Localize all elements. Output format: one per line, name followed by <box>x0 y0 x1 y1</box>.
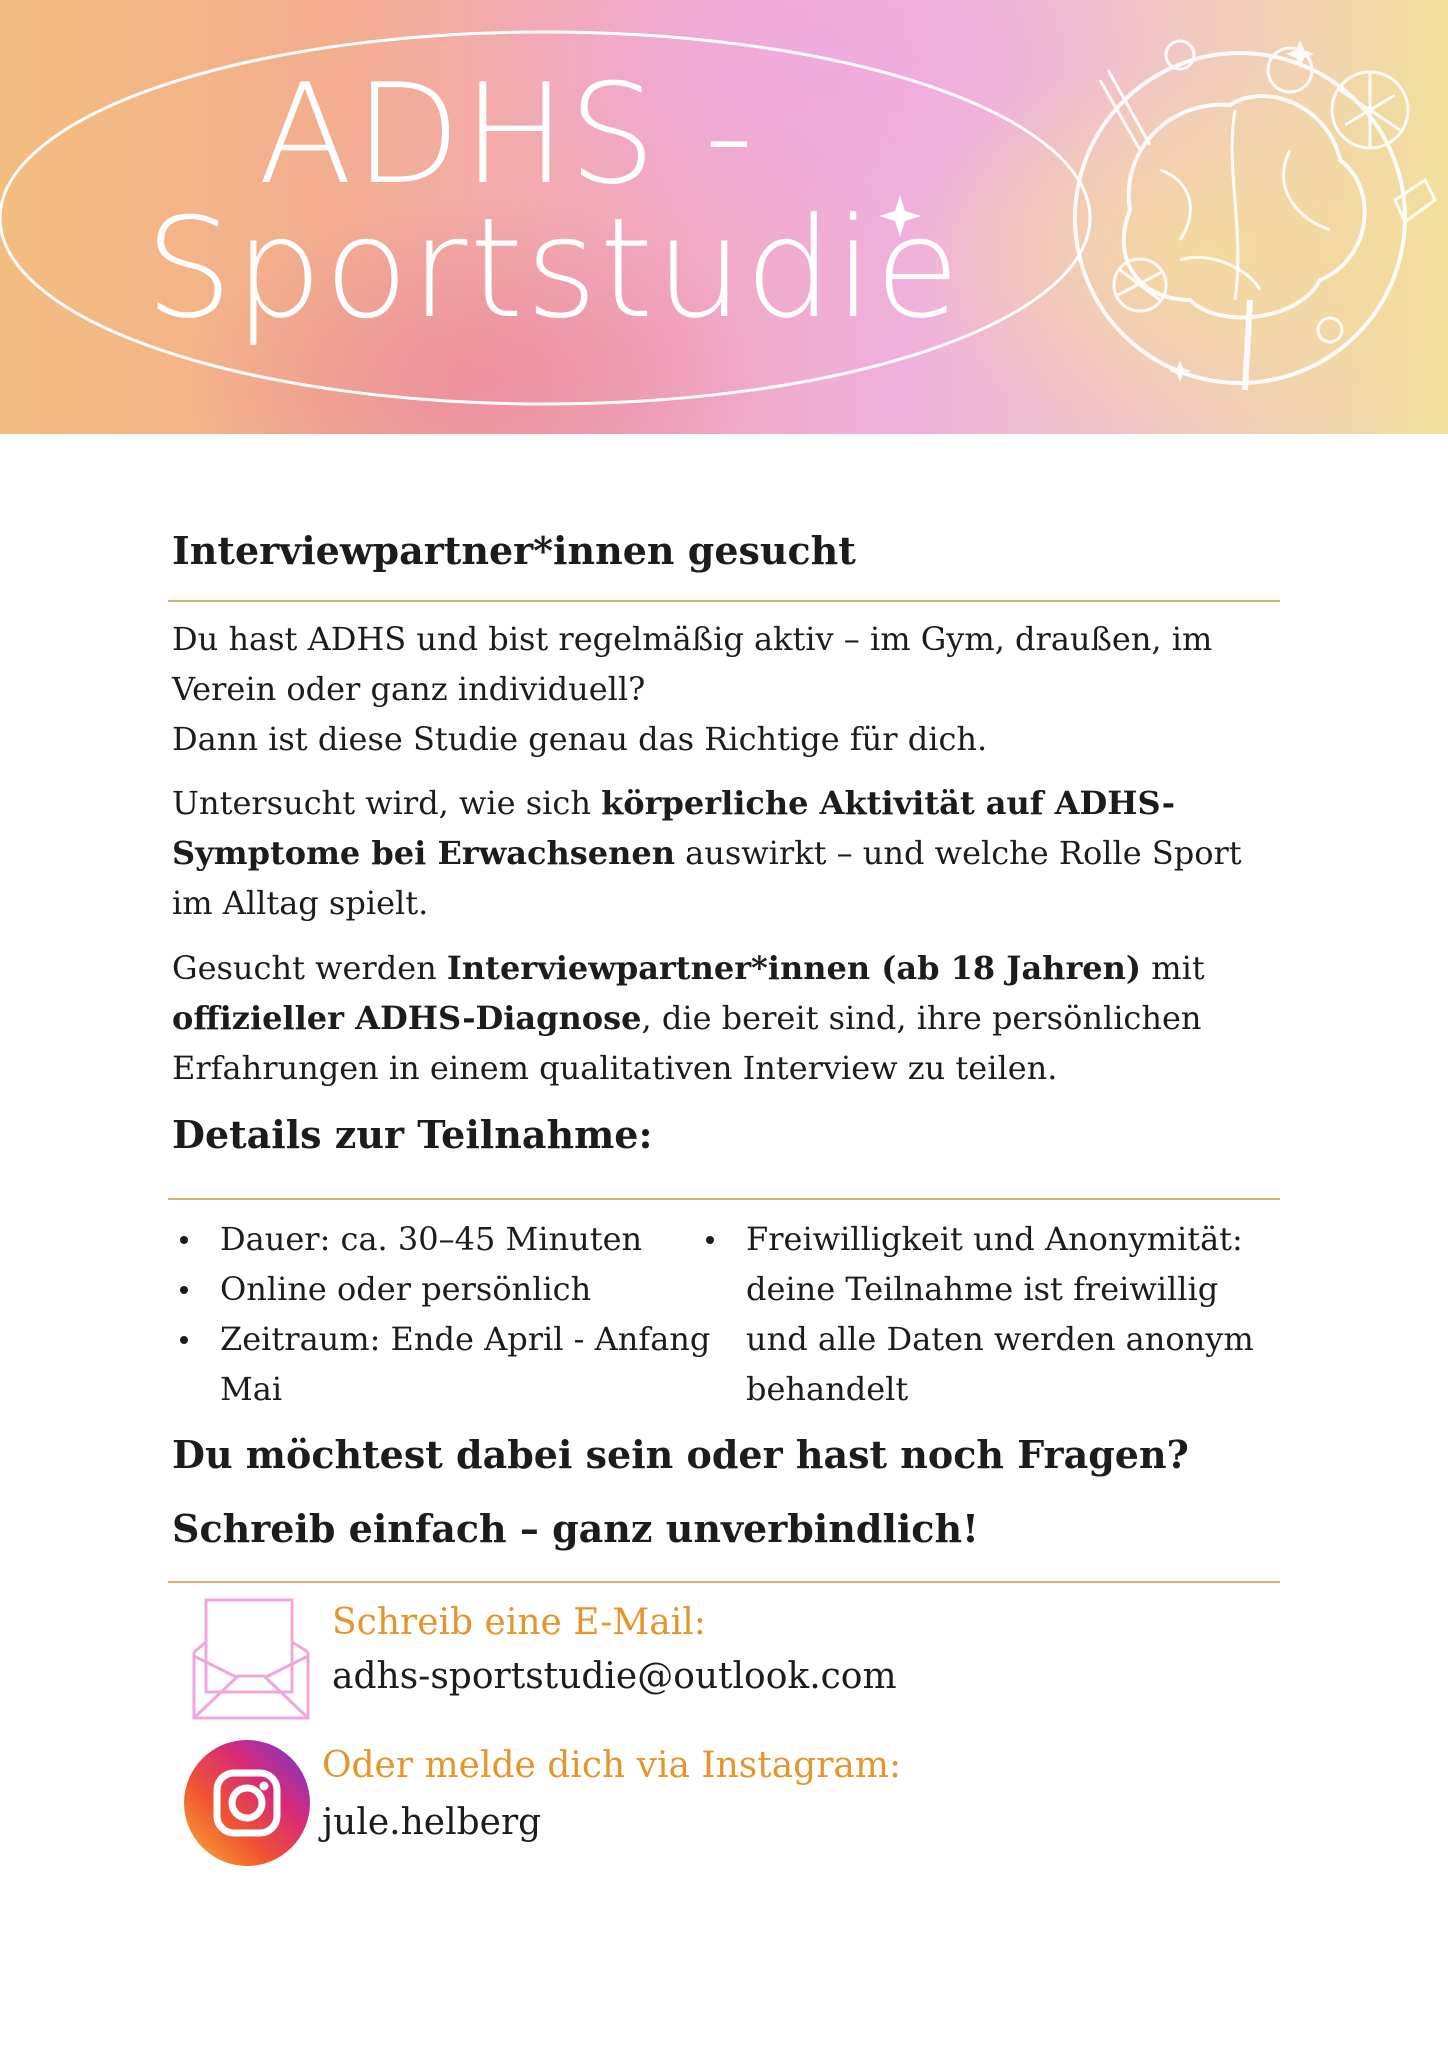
instagram-label: Oder melde dich via Instagram: <box>322 1745 902 1786</box>
banner-title-line2: Sportstudie <box>145 188 962 349</box>
intro-line-3: Dann ist diese Studie genau das Richtige für dich. <box>172 720 988 758</box>
cta-line-1: Du möchtest dabei sein oder hast noch Fragen? <box>172 1432 1189 1477</box>
banner-title-line1: ADHS - <box>258 54 756 215</box>
intro-line-2: Verein oder ganz individuell? <box>172 670 646 708</box>
p3-text-c: , die bereit sind, ihre persönlichen Erfahrungen in einem qualitativen Interview zu teilen. <box>172 999 1202 1087</box>
list-item: Dauer: ca. 30–45 Minuten <box>172 1214 712 1264</box>
list-item: Online oder persönlich <box>172 1264 712 1314</box>
instagram-handle-link[interactable]: jule.helberg <box>322 1802 542 1843</box>
list-item: Zeitraum: Ende April - Anfang Mai <box>172 1314 712 1414</box>
intro-paragraph-1 <box>172 614 1262 764</box>
header-banner <box>0 0 1448 434</box>
divider <box>168 1581 1280 1583</box>
divider <box>168 1198 1280 1200</box>
brain-sports-illustration-icon <box>1075 40 1435 390</box>
p2-bold: körperliche Aktivität auf ADHS-Symptome bei Erwachsenen <box>172 784 1176 872</box>
p2-text-b: auswirkt – und welche Rolle Sport im Alltag spielt. <box>172 834 1242 922</box>
divider <box>168 600 1280 602</box>
page-title: Interviewpartner*innen gesucht <box>172 528 856 573</box>
p3-bold-2: offizieller ADHS-Diagnose <box>172 999 642 1037</box>
details-heading: Details zur Teilnahme: <box>172 1112 653 1157</box>
intro-paragraph-3 <box>172 943 1262 1093</box>
p3-text-b: mit <box>1141 949 1205 987</box>
list-item: Freiwilligkeit und Anonymität: deine Teilnahme ist freiwillig und alle Daten werden anonym behandelt <box>698 1214 1258 1414</box>
p2-text-a: Untersucht wird, wie sich <box>172 784 602 822</box>
intro-paragraph-2 <box>172 778 1262 928</box>
cta-line-2: Schreib einfach – ganz unverbindlich! <box>172 1506 979 1551</box>
details-list-left <box>172 1214 712 1414</box>
email-label: Schreib eine E-Mail: <box>332 1602 706 1643</box>
details-list-right <box>698 1214 1258 1414</box>
p3-text-a: Gesucht werden <box>172 949 447 987</box>
intro-line-1: Du hast ADHS und bist regelmäßig aktiv – im Gym, draußen, im <box>172 620 1213 658</box>
envelope-icon <box>192 1596 310 1722</box>
instagram-icon[interactable] <box>184 1740 310 1866</box>
email-address-link[interactable]: adhs-sportstudie@outlook.com <box>332 1656 897 1697</box>
p3-bold-1: Interviewpartner*innen (ab 18 Jahren) <box>446 949 1142 987</box>
